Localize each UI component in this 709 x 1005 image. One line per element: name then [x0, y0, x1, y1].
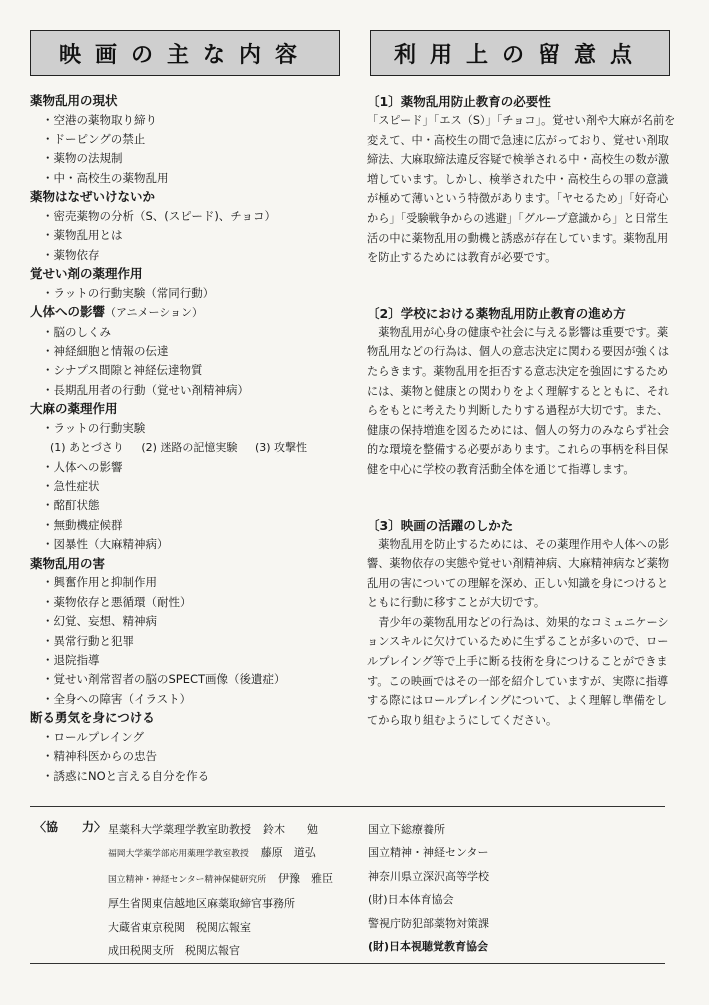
- cooperator: [108, 892, 348, 915]
- list-item: ・ ロールプレイング: [30, 728, 350, 747]
- cooperator-org: 大蔵省東京税関 税関広報室: [108, 920, 251, 934]
- cooperator: 警視庁防犯部薬物対策課: [368, 916, 489, 930]
- sub-item: (3) 攻撃性: [254, 441, 308, 455]
- section-note: （アニメーション）: [105, 306, 204, 320]
- list-item: ・ 全身への障害（イラスト）: [30, 690, 350, 709]
- cooperation-list-right: [368, 818, 668, 958]
- cooperator-org: 国立精神・神経センター精神保健研究所: [108, 874, 266, 885]
- notes-block-1: [367, 92, 677, 268]
- section-title: 薬物はなぜいけないか: [30, 189, 156, 205]
- list-item: ・ シナプス間隙と神経伝達物質: [30, 361, 350, 380]
- list-item: ・ 薬物乱用とは: [30, 226, 350, 245]
- section-title: 薬物乱用の現状: [30, 93, 118, 108]
- section-title: 覚せい剤の薬理作用: [30, 266, 143, 282]
- list-item: ・ 薬物依存と悪循環（耐性）: [30, 593, 350, 612]
- contents-column: [30, 92, 350, 786]
- divider: [30, 806, 665, 807]
- cooperator: 国立下総療養所: [368, 823, 445, 836]
- cooperation-label: 〈協 力〉: [34, 820, 107, 834]
- cooperator: [108, 939, 348, 962]
- list-item: ・ 覚せい剤常習者の脳のSPECT画像（後遺症）: [30, 670, 350, 689]
- divider: [30, 963, 665, 964]
- cooperator: [108, 916, 348, 939]
- block-title: 〔1〕薬物乱用防止教育の必要性: [367, 94, 551, 109]
- list-item: ・ 異常行動と犯罪: [30, 632, 350, 651]
- list-item: ・ 薬物の法規制: [30, 149, 350, 168]
- list-item: ・ 脳のしくみ: [30, 323, 350, 342]
- cooperator: (財)日本視聴覚教育協会: [368, 940, 489, 954]
- cooperator-name: 藤原 道弘: [260, 846, 316, 860]
- list-item: ・ 無動機症候群: [30, 516, 350, 535]
- list-item: ・ 空港の薬物取り締り: [30, 111, 350, 130]
- list-item: ・ 密売薬物の分析（S、(スピード)、チョコ）: [30, 207, 350, 226]
- list-item: ・ 興奮作用と抑制作用: [30, 573, 350, 592]
- notes-column: [367, 92, 677, 766]
- list-item: ・ 中・高校生の薬物乱用: [30, 169, 350, 188]
- sub-item: (1) あとづさり: [50, 441, 124, 455]
- cooperator: 国立精神・神経センター: [368, 846, 489, 860]
- notes-header: 利用上の留意点: [370, 30, 670, 76]
- list-item: ・ 急性症状: [30, 477, 350, 496]
- list-item: ・ 酩酊状態: [30, 496, 350, 515]
- cooperator-org: 福岡大学薬学部応用薬理学教室教授: [108, 849, 249, 860]
- sub-item: (2) 迷路の記憶実験: [141, 441, 238, 455]
- cooperator-name: 鈴木 勉: [263, 823, 318, 836]
- cooperator: [108, 841, 348, 866]
- cooperator-name: 伊豫 雅臣: [278, 871, 333, 885]
- cooperator: 神奈川県立深沢高等学校: [368, 869, 489, 883]
- cooperator-org: 星薬科大学薬理学教室助教授: [108, 823, 251, 836]
- cooperator: [108, 818, 348, 841]
- block-text: 薬物乱用を防止するためには、その薬理作用や人体への影響、薬物依存の実態や覚せい剤精神病、大麻精神病など薬物乱用の害についての理解を深め、正しい知識を身につけるとともに行動に移すことが大切です。: [367, 537, 670, 610]
- list-item: ・ 図暴性（大麻精神病）: [30, 535, 350, 554]
- cooperator-org: 成田税関支所 税関広報官: [108, 944, 240, 958]
- list-item: ・ 幻覚、妄想、精神病: [30, 612, 350, 631]
- list-item: ・ ドーピングの禁止: [30, 130, 350, 149]
- block-title: 〔3〕映画の活躍のしかた: [367, 517, 514, 533]
- sub-item-row: [30, 438, 350, 457]
- notes-block-2: [367, 304, 677, 480]
- cooperator: (財)日本体育協会: [368, 893, 454, 907]
- block-text: 薬物乱用が心身の健康や社会に与える影響は重要です。薬物乱用などの行為は、個人の意志決定に関わる要因が強くはたらきます。薬物乱用を拒否する意志決定を強固にするためには、薬物と健康との関わりをよく理解するとともに、それらをもとに考えたり判断したりする過程が大切です。また、健康の保持増進を図るためには、個人の努力のみならず社会的な環境を整備する必要があります。これらの事柄を科目保健を中心に学校の教育活動全体を通じて指導します。: [367, 325, 670, 476]
- section-title-text: 人体への影響: [30, 304, 106, 320]
- section-title: 薬物乱用の害: [30, 555, 106, 571]
- list-item: ・ ラットの行動実験: [30, 419, 350, 438]
- list-item: ・ ラットの行動実験（常同行動）: [30, 284, 350, 303]
- list-item: ・ 誘惑にNOと言える自分を作る: [30, 767, 350, 786]
- list-item: ・ 退院指導: [30, 651, 350, 670]
- contents-header: 映画の主な内容: [30, 30, 340, 76]
- cooperation-list-left: [108, 818, 348, 962]
- section-title: [30, 303, 350, 323]
- section-title: 大麻の薬理作用: [30, 401, 118, 417]
- list-item: ・ 長期乱用者の行動（覚せい剤精神病）: [30, 381, 350, 400]
- list-item: ・ 精神科医からの忠告: [30, 747, 350, 766]
- list-item: ・ 人体への影響: [30, 458, 350, 477]
- block-text: 青少年の薬物乱用などの行為は、効果的なコミュニケーションスキルに欠けているために生ずることが多いので、ロールプレイング等で上手に断る技術を身につけることができます。この映画ではその一部を紹介していますが、実際に指導する際にはロールプレイングについて、よく理解し準備をしてから取り組むようにしてください。: [367, 615, 669, 727]
- notes-block-3: [367, 516, 677, 731]
- section-title: 断る勇気を身につける: [30, 710, 155, 726]
- cooperator-org: 厚生省関東信越地区麻薬取締官事務所: [108, 897, 295, 911]
- block-title: 〔2〕学校における薬物乱用防止教育の進め方: [367, 305, 626, 321]
- block-text: 「スピード」「エス（S）」「チョコ」。覚せい剤や大麻が名前を変えて、中・高校生の間で急速に広がっており、覚せい剤取締法、大麻取締法違反容疑で検挙される中・高校生の数が激増しています。しかし、検挙された中・高校生らの罪の意識が極めて薄いという特徴があります。「ヤセるため」「好奇心から」「受験戦争からの逃避」「グループ意識から」と日常生活の中に薬物乱用の動機と誘惑が存在しています。薬物乱用を防止するためには教育が必要です。: [367, 114, 676, 265]
- cooperator: [108, 867, 348, 892]
- list-item: ・ 薬物依存: [30, 246, 350, 265]
- list-item: ・ 神経細胞と情報の伝達: [30, 342, 350, 361]
